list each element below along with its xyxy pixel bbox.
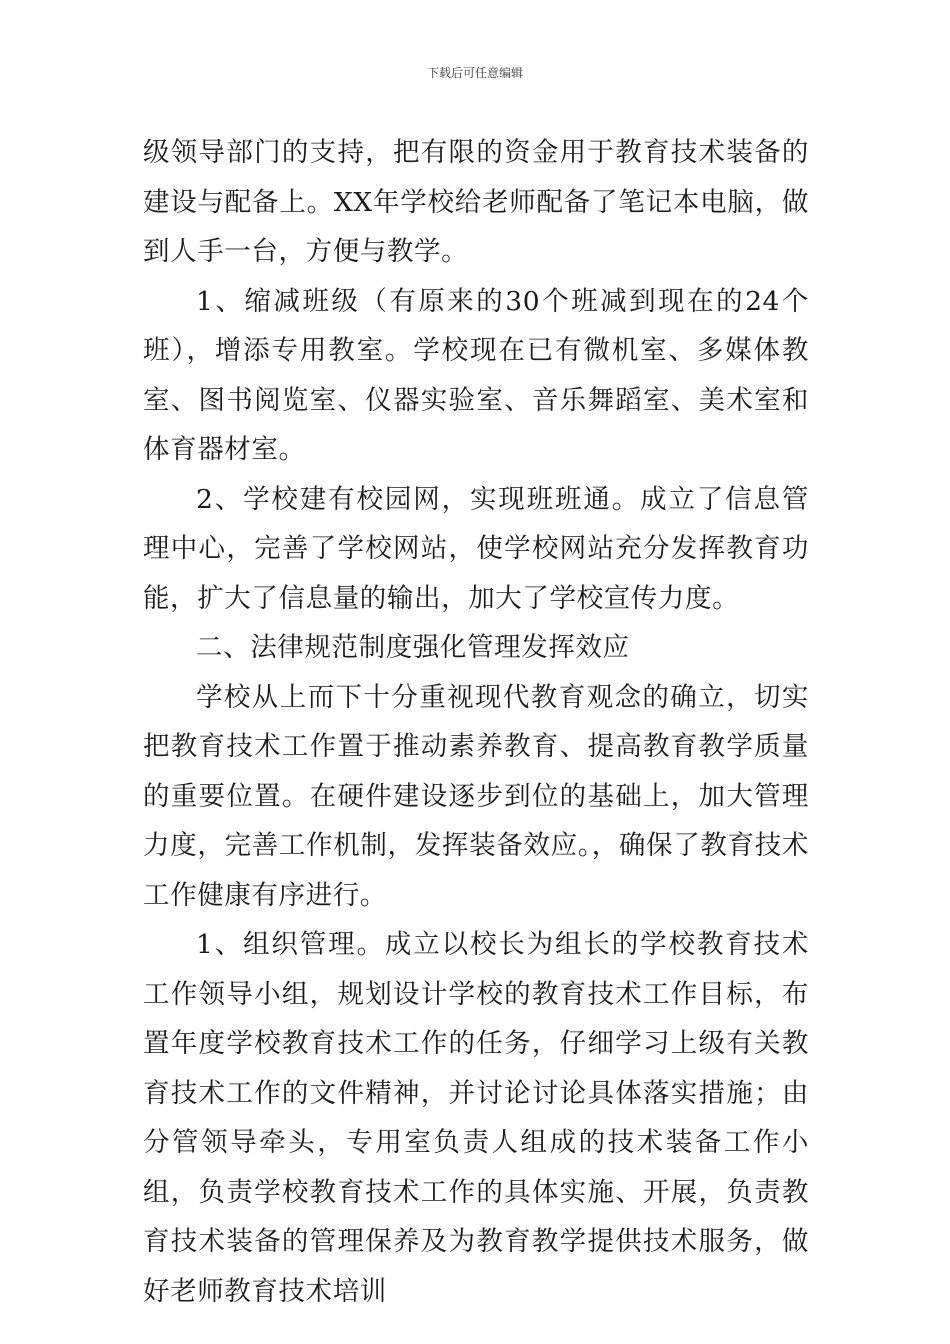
paragraph-funding: 级领导部门的支持，把有限的资金用于教育技术装备的建设与配备上。XX年学校给老师配备了笔记本电脑，做到人手一台，方便与教学。: [143, 137, 809, 267]
paragraph-education-concept: 学校从上而下十分重视现代教育观念的确立，切实把教育技术工作置于推动素养教育、提高教育教学质量的重要位置。在硬件建设逐步到位的基础上，加大管理力度，完善工作机制，发挥装备效应。，确保了教育技术工作健康有序进行。: [143, 681, 809, 911]
section-heading-management: 二、法律规范制度强化管理发挥效应: [196, 632, 630, 663]
page-header-note: 下载后可任意编辑: [426, 66, 523, 80]
paragraph-organization-management: 1、组织管理。成立以校长为组长的学校教育技术工作领导小组，规划设计学校的教育技术工作目标，布置年度学校教育技术工作的任务，仔细学习上级有关教育技术工作的文件精神，并讨论讨论具体落实措施；由分管领导牵头，专用室负责人组成的技术装备工作小组，负责学校教育技术工作的具体实施、开展，负责教育技术装备的管理保养及为教育教学提供技术服务，做好老师教育技术培训: [143, 929, 809, 1307]
paragraph-campus-network: 2、学校建有校园网，实现班班通。成立了信息管理中心，完善了学校网站，使学校网站充分发挥教育功能，扩大了信息量的输出，加大了学校宣传力度。: [143, 483, 809, 614]
paragraph-classrooms: 1、缩减班级（有原来的30个班减到现在的24个班），增添专用教室。学校现在已有微机室、多媒体教室、图书阅览室、仪器实验室、音乐舞蹈室、美术室和体育器材室。: [143, 285, 809, 465]
document-body: [143, 128, 809, 1316]
